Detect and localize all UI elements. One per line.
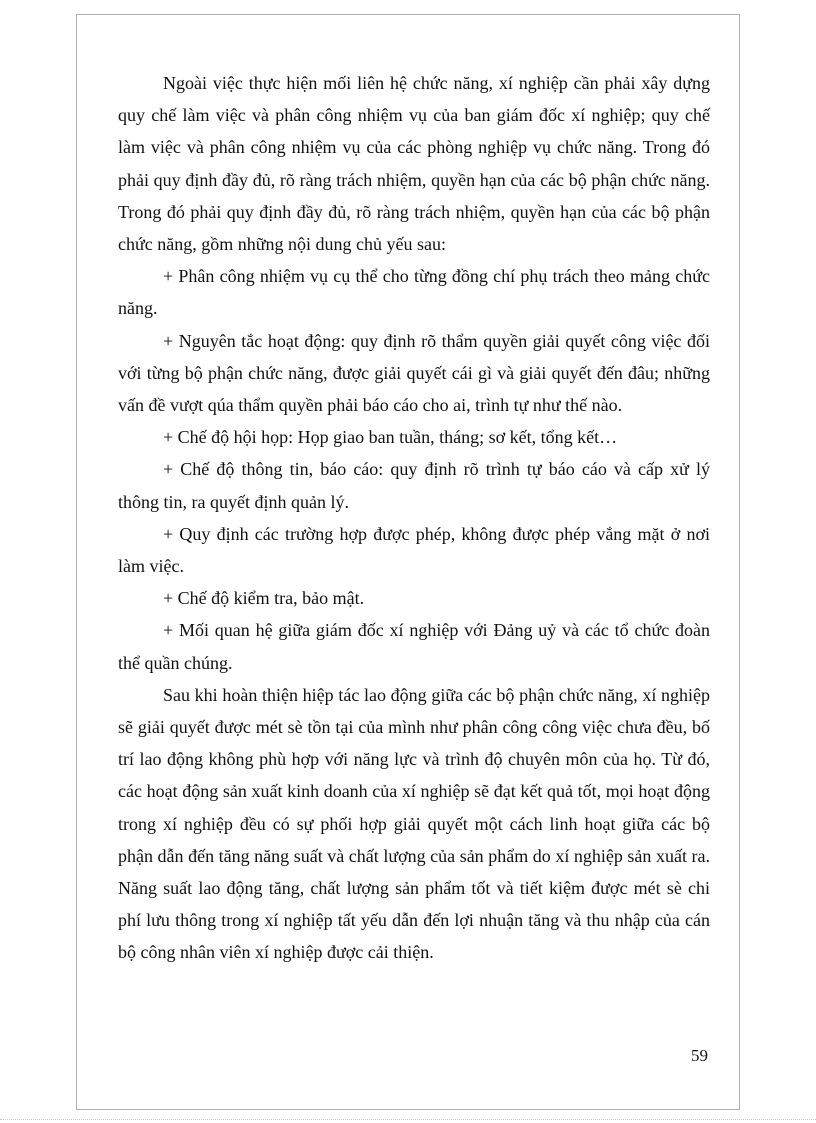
list-item-task-assignment: + Phân công nhiệm vụ cụ thể cho từng đồng chí phụ trách theo mảng chức năng. xyxy=(118,266,710,319)
list-item-meetings: + Chế độ hội họp: Họp giao ban tuần, tháng; sơ kết, tổng kết… xyxy=(163,427,618,448)
list-item-party-relations: + Mối quan hệ giữa giám đốc xí nghiệp với Đảng uỷ và các tổ chức đoàn thể quần chúng. xyxy=(118,620,710,673)
list-item-absence-rules: + Quy định các trường hợp được phép, không được phép vắng mặt ở nơi làm việc. xyxy=(118,523,710,577)
list-item-operating-principles: + Nguyên tắc hoạt động: quy định rõ thẩm quyền giải quyết công việc đối với từng bộ phận chức năng, được giải quyết cái gì và giải quyết đến đâu; những vấn đề vượt qúa thẩm quyền phải báo cáo cho ai, trình tự như thế nào. xyxy=(118,330,710,416)
document-body xyxy=(118,67,710,969)
page-bottom-separator xyxy=(0,1119,816,1120)
list-item-reporting: + Chế độ thông tin, báo cáo: quy định rõ trình tự báo cáo và cấp xử lý thông tin, ra quyết định quản lý. xyxy=(118,459,710,512)
page-number: 59 xyxy=(691,1046,708,1065)
paragraph-conclusion: Sau khi hoàn thiện hiệp tác lao động giữa các bộ phận chức năng, xí nghiệp sẽ giải quyết được mét sè tồn tại của mình như phân công công việc chưa đều, bố trí lao động không phù hợp với năng lực và trình độ chuyên môn của họ. Từ đó, các hoạt động sản xuất kinh doanh của xí nghiệp sẽ đạt kết quả tốt, mọi hoạt động trong xí nghiệp đều có sự phối hợp giải quyết một cách linh hoạt giữa các bộ phận dẫn đến tăng năng suất và chất lượng của sản phẩm do xí nghiệp sản xuất ra. Năng suất lao động tăng, chất lượng sản phẩm tốt và tiết kiệm được mét sè chi phí lưu thông trong xí nghiệp tất yếu dẫn đến lợi nhuận tăng và thu nhập của cán bộ công nhân viên xí nghiệp được cải thiện. xyxy=(118,684,710,963)
paragraph-intro: Ngoài việc thực hiện mối liên hệ chức năng, xí nghiệp cần phải xây dựng quy chế làm việc và phân công nhiệm vụ của ban giám đốc xí nghiệp; quy chế làm việc và phân công nhiệm vụ của các phòng nghiệp vụ chức năng. Trong đó phải quy định đầy đủ, rõ ràng trách nhiệm, quyền hạn của các bộ phận chức năng. Trong đó phải quy định đầy đủ, rõ ràng trách nhiệm, quyền hạn của các bộ phận chức năng, gồm những nội dung chủ yếu sau: xyxy=(118,73,710,255)
list-item-inspection: + Chế độ kiểm tra, bảo mật. xyxy=(163,588,365,609)
